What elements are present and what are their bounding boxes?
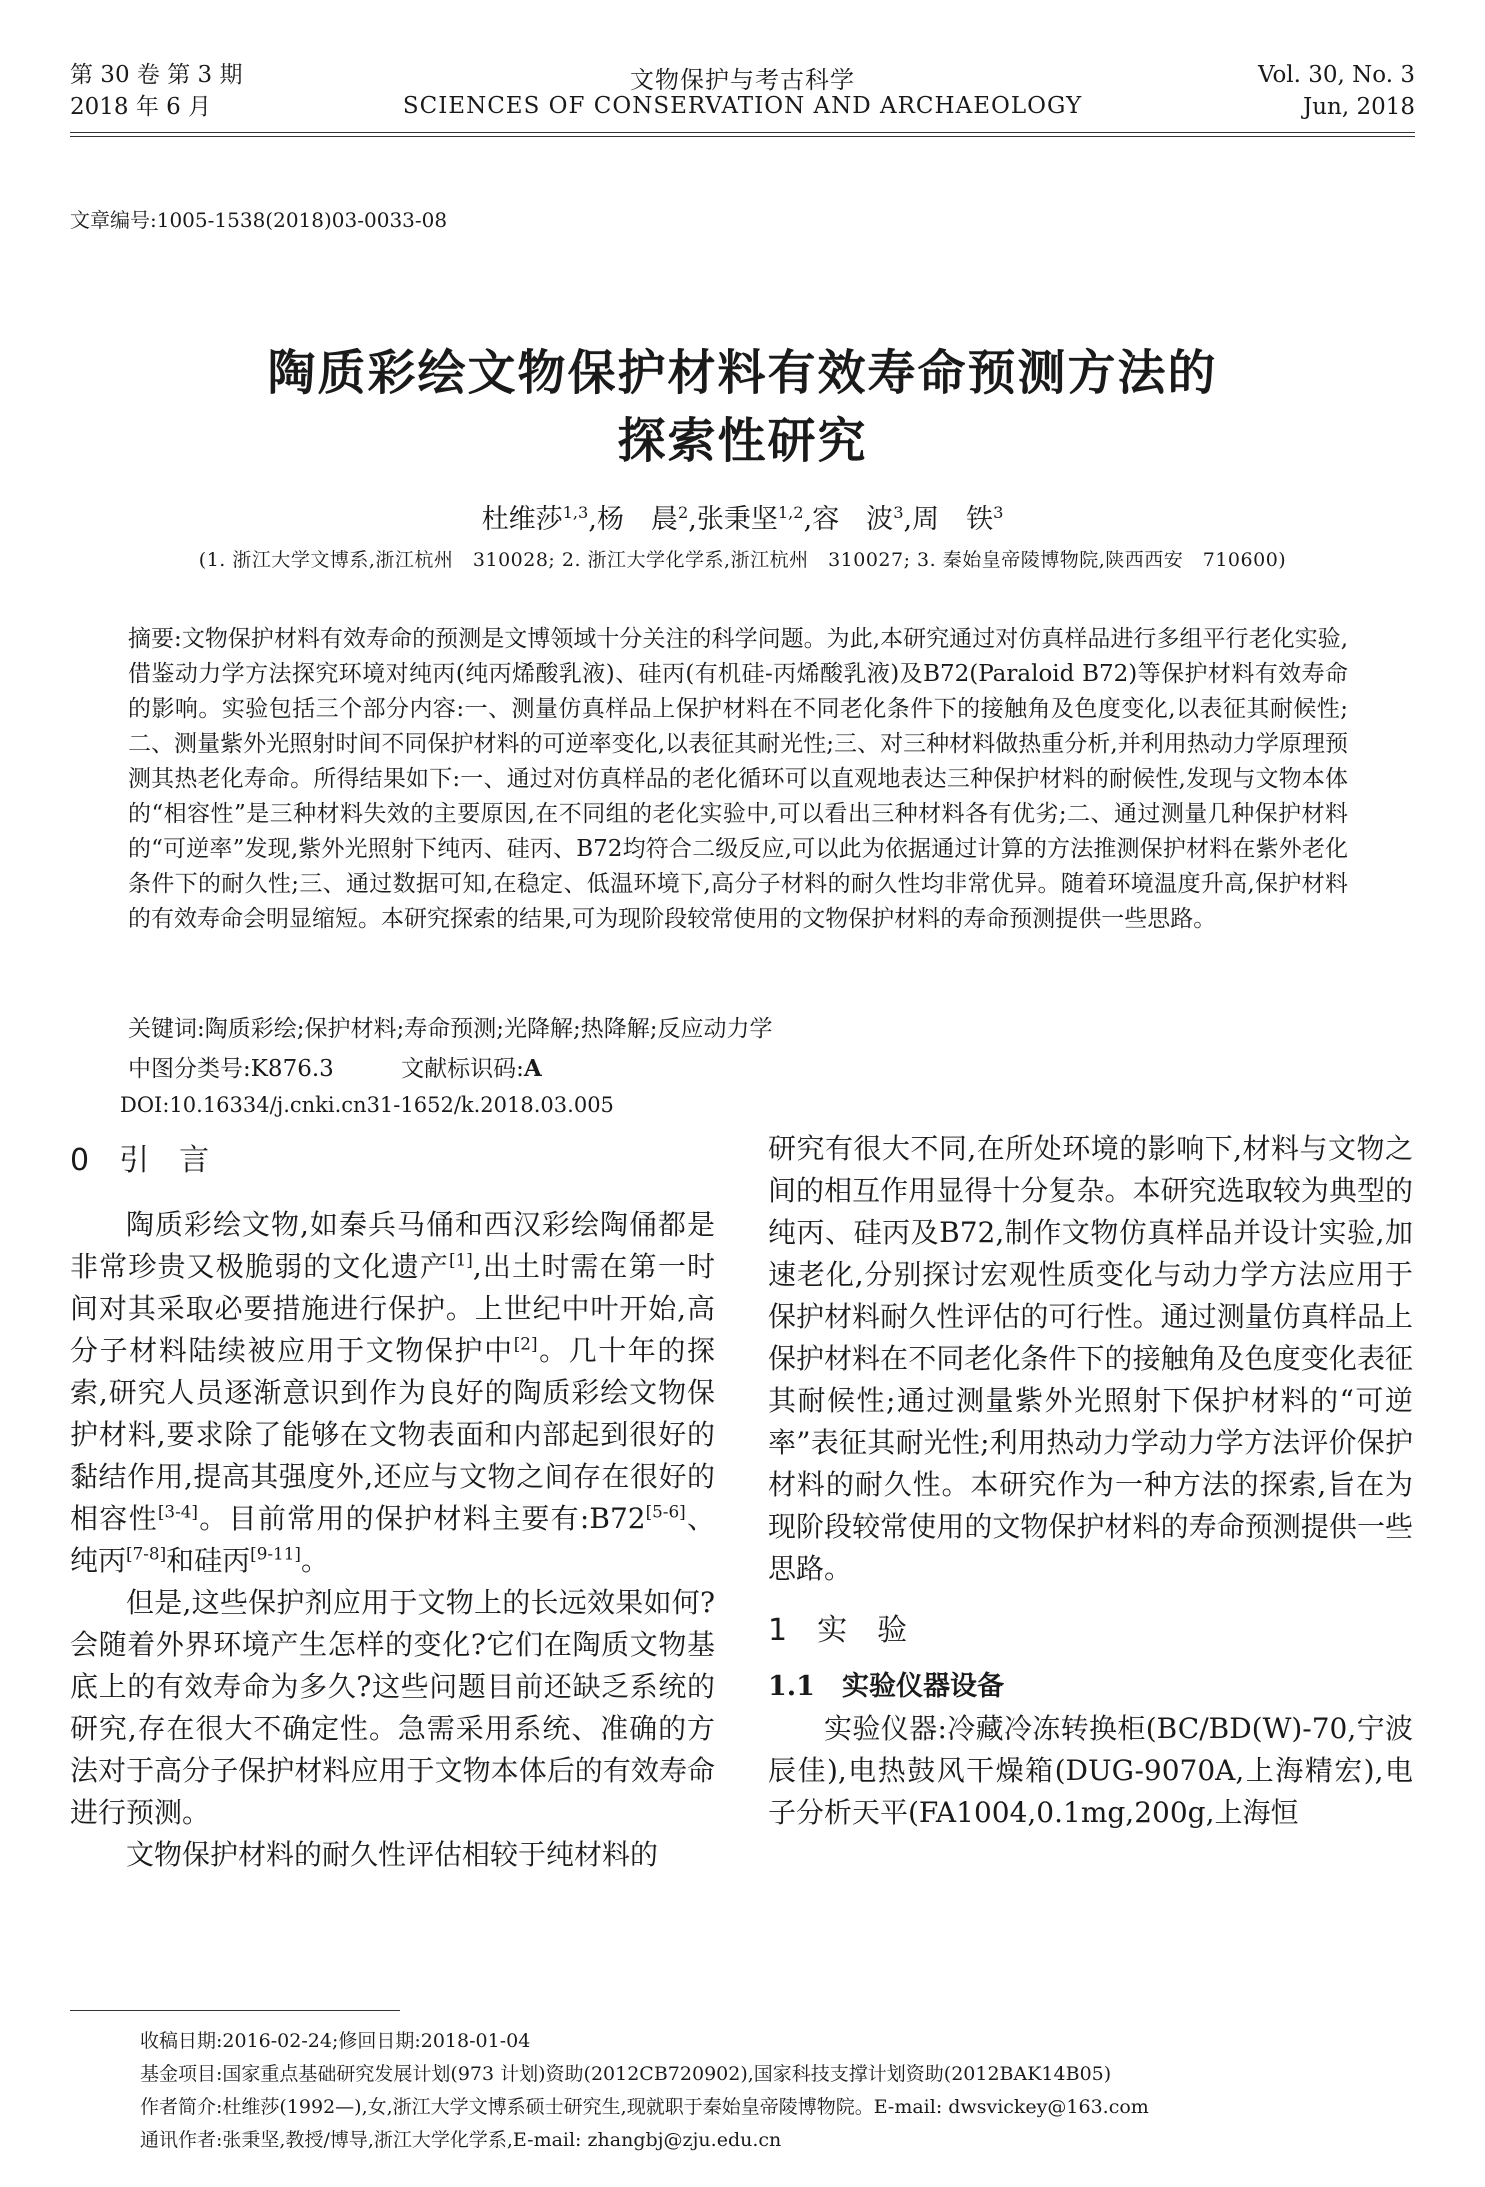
instruments-paragraph: 实验仪器:冷藏冷冻转换柜(BC/BD(W)-70,宁波辰佳),电热鼓风干燥箱(DUG-9070A,上海精宏),电子分析天平(FA1004,0.1mg,200g,上海恒 bbox=[768, 1712, 1413, 1829]
citation: [3-4] bbox=[157, 1501, 198, 1522]
author-sep: , bbox=[803, 504, 813, 535]
footnote-corresponding: 通讯作者:张秉坚,教授/博导,浙江大学化学系,E-mail: zhangbj@zju.edu.cn bbox=[140, 2129, 782, 2151]
article-number: 文章编号:1005-1538(2018)03-0033-08 bbox=[70, 208, 448, 232]
volume-issue: 第 30 卷 第 3 期 bbox=[70, 62, 243, 88]
footnote-fund: 基金项目:国家重点基础研究发展计划(973 计划)资助(2012CB720902),国家科技支撑计划资助(2012BAK14B05) bbox=[140, 2063, 1112, 2085]
keywords-text: 陶质彩绘;保护材料;寿命预测;光降解;热降解;反应动力学 bbox=[204, 1016, 773, 1042]
author-list bbox=[0, 497, 1485, 536]
citation: [1] bbox=[449, 1249, 473, 1270]
citation: [9-11] bbox=[250, 1543, 301, 1564]
classification bbox=[128, 1050, 542, 1083]
footnote-rule bbox=[70, 2010, 400, 2011]
keywords bbox=[128, 1010, 773, 1043]
header-rule bbox=[70, 132, 1415, 133]
article-title-line2: 探索性研究 bbox=[617, 413, 868, 469]
intro-paragraph-1 bbox=[70, 1204, 715, 1582]
footnotes bbox=[140, 2025, 1400, 2157]
citation: [7-8] bbox=[126, 1543, 167, 1564]
header-rule-2 bbox=[70, 136, 1415, 137]
section-heading-experiment: 1 实 验 bbox=[768, 1613, 908, 1648]
text-run: ,出土时需在第一时间对其采取必要措施进行保护。上世纪中叶开始,高分子材料陆续被应用于文物保护中 bbox=[70, 1250, 715, 1367]
author-affil-sup: 1,2 bbox=[777, 503, 804, 522]
affiliations: (1. 浙江大学文博系,浙江杭州 310028; 2. 浙江大学化学系,浙江杭州 310027; 3. 秦始皇帝陵博物院,陕西西安 710600) bbox=[198, 549, 1287, 571]
journal-title-cn: 文物保护与考古科学 bbox=[630, 66, 855, 94]
author-affil-sup: 3 bbox=[893, 503, 904, 522]
author-name: 杨 晨 bbox=[596, 504, 678, 535]
text-run: 和硅丙 bbox=[166, 1544, 251, 1577]
intro-paragraph-3: 文物保护材料的耐久性评估相较于纯材料的 bbox=[126, 1838, 659, 1871]
doc-code-value: A bbox=[523, 1055, 542, 1082]
abstract-text: 文物保护材料有效寿命的预测是文博领域十分关注的科学问题。为此,本研究通过对仿真样品进行多组平行老化实验,借鉴动力学方法探究环境对纯丙(纯丙烯酸乳液)、硅丙(有机硅-丙烯酸乳液)及B72(Paraloid B72)等保护材料有效寿命的影响。实验包括三个部分内容:一、测量仿真样品上保护材料在不同老化条件下的接触角及色度变化,以表征其耐候性;二、测量紫外光照射时间不同保护材料的可逆率变化,以表征其耐光性;三、对三种材料做热重分析,并利用热动力学原理预测其热老化寿命。所得结果如下:一、通过对仿真样品的老化循环可以直观地表达三种保护材料的耐候性,发现与文物本体的“相容性”是三种材料失效的主要原因,在不同组的老化实验中,可以看出三种材料各有优劣;二、通过测量几种保护材料的“可逆率”发现,紫外光照射下纯丙、硅丙、B72均符合二级反应,可以此为依据通过计算的方法推测保护材料在紫外老化条件下的耐久性;三、通过数据可知,在稳定、低温环境下,高分子材料的耐久性均非常优异。随着环境温度升高,保护材料的有效寿命会明显缩短。本研究探索的结果,可为现阶段较常使用的文物保护材料的寿命预测提供一些思路。 bbox=[128, 626, 1348, 932]
doc-code-label: 文献标识码: bbox=[401, 1056, 524, 1082]
text-run: 。几十年的探索,研究人员逐渐意识到作为良好的陶质彩绘文物保护材料,要求除了能够在文物表面和内部起到很好的黏结作用,提高其强度外,还应与文物之间存在很好的相容性 bbox=[70, 1334, 715, 1535]
author-affil-sup: 1,3 bbox=[562, 503, 589, 522]
text-run: 、纯丙 bbox=[70, 1502, 715, 1577]
left-column bbox=[70, 1140, 715, 1876]
text-run: 陶质彩绘文物,如秦兵马俑和西汉彩绘陶俑都是非常珍贵又极脆弱的文化遗产 bbox=[70, 1208, 715, 1283]
clc-value: K876.3 bbox=[250, 1056, 334, 1082]
subsection-heading-instruments: 1.1 实验仪器设备 bbox=[768, 1671, 1004, 1702]
volume-en: Vol. 30, No. 3 bbox=[1257, 62, 1415, 88]
issue-date-cn: 2018 年 6 月 bbox=[70, 94, 212, 120]
intro-paragraph-continued: 研究有很大不同,在所处环境的影响下,材料与文物之间的相互作用显得十分复杂。本研究选取较为典型的纯丙、硅丙及B72,制作文物仿真样品并设计实验,加速老化,分别探讨宏观性质变化与动力学方法应用于保护材料耐久性评估的可行性。通过测量仿真样品上保护材料在不同老化条件下的接触角及色度变化表征其耐候性;通过测量紫外光照射下保护材料的“可逆率”表征其耐光性;利用热动力学动力学方法评价保护材料的耐久性。本研究作为一种方法的探索,旨在为现阶段较常使用的文物保护材料的寿命预测提供一些思路。 bbox=[768, 1132, 1413, 1585]
author-sep: , bbox=[588, 504, 597, 535]
author-affil-sup: 3 bbox=[993, 503, 1004, 522]
footnote-received: 收稿日期:2016-02-24;修回日期:2018-01-04 bbox=[140, 2030, 531, 2052]
article-title-line1: 陶质彩绘文物保护材料有效寿命预测方法的 bbox=[267, 345, 1218, 401]
abstract-label: 摘要: bbox=[128, 626, 182, 652]
text-run: 。目前常用的保护材料主要有:B72 bbox=[197, 1502, 646, 1535]
author-name: 周 铁 bbox=[912, 504, 994, 535]
author-sep: , bbox=[688, 504, 697, 535]
doi: DOI:10.16334/j.cnki.cn31-1652/k.2018.03.005 bbox=[120, 1093, 614, 1117]
clc-label: 中图分类号: bbox=[128, 1056, 251, 1082]
author-name: 容 波 bbox=[812, 504, 894, 535]
citation: [5-6] bbox=[645, 1501, 686, 1522]
abstract bbox=[128, 622, 1348, 937]
citation: [2] bbox=[513, 1333, 538, 1354]
journal-title-en: SCIENCES OF CONSERVATION AND ARCHAEOLOGY bbox=[402, 93, 1083, 119]
author-sep: , bbox=[903, 504, 913, 535]
intro-paragraph-2: 但是,这些保护剂应用于文物上的长远效果如何?会随着外界环境产生怎样的变化?它们在陶质文物基底上的有效寿命为多久?这些问题目前还缺乏系统的研究,存在很大不确定性。急需采用系统、准确的方法对于高分子保护材料应用于文物本体后的有效寿命进行预测。 bbox=[70, 1586, 715, 1829]
issue-date-en: Jun, 2018 bbox=[1302, 94, 1415, 120]
author-affil-sup: 2 bbox=[677, 503, 689, 522]
keywords-label: 关键词: bbox=[128, 1016, 205, 1042]
author-name: 杜维莎 bbox=[481, 504, 563, 535]
section-heading-introduction: 0 引 言 bbox=[70, 1143, 210, 1178]
author-name: 张秉坚 bbox=[696, 504, 778, 535]
footnote-author-intro: 作者简介:杜维莎(1992—),女,浙江大学文博系硕士研究生,现就职于秦始皇帝陵博物院。E-mail: dwsvickey@163.com bbox=[140, 2096, 1149, 2118]
right-column bbox=[768, 1128, 1413, 1834]
text-run: 。 bbox=[300, 1544, 329, 1577]
